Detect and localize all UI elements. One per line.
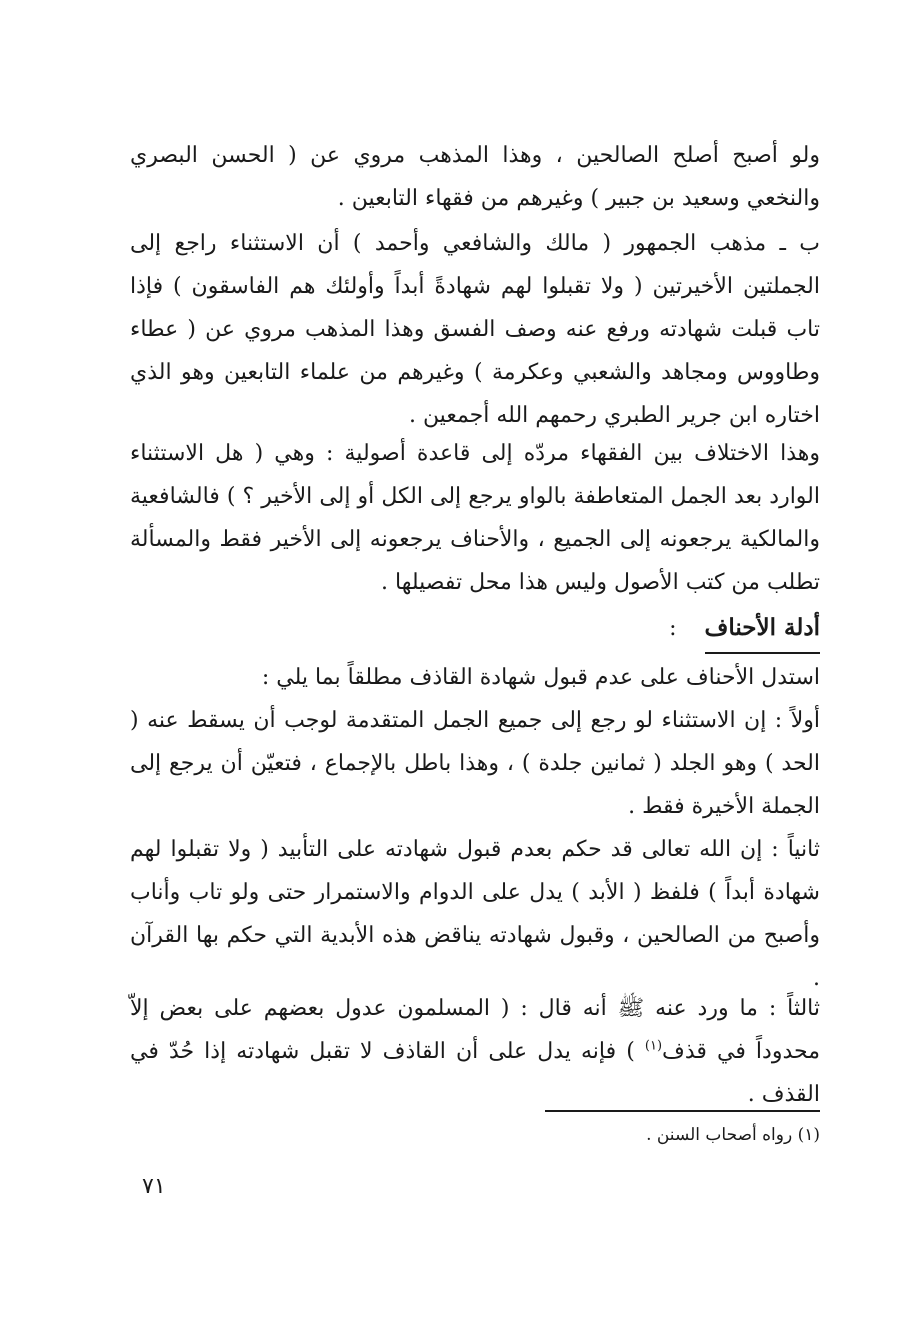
paragraph-basri-opinion xyxy=(130,134,820,220)
section-heading-title: أدلة الأحناف xyxy=(705,606,821,654)
paragraph-text: ولو أصبح أصلح الصالحين ، وهذا المذهب مروي عن ( الحسن البصري والنخعي وسعيد بن جبير ) وغيرهم من فقهاء التابعين . xyxy=(130,143,820,211)
paragraph-first-proof xyxy=(130,699,820,828)
paragraph-second-proof xyxy=(130,828,820,1000)
paragraph-text xyxy=(130,987,820,1116)
paragraph-hanafi-intro xyxy=(130,656,820,699)
paragraph-text: أولاً : إن الاستثناء لو رجع إلى جميع الجمل المتقدمة لوجب أن يسقط عنه ( الحد ) وهو الجلد ( ثمانين جلدة ) ، وهذا باطل بالإجماع ، فتعيّن أن يرجع إلى الجملة الأخيرة فقط . xyxy=(130,708,820,819)
section-heading-colon: : xyxy=(669,616,677,641)
third-proof-text-end: ) فإنه يدل على أن القاذف لا تقبل شهادته إذا حُدّ في القذف . xyxy=(130,1039,820,1107)
section-heading xyxy=(669,606,820,650)
paragraph-text: ثانياً : إن الله تعالى قد حكم بعدم قبول شهادته على التأبيد ( ولا تقبلوا لهم شهادة أبداً ) فلفظ ( الأبد ) يدل على الدوام والاستمرار حتى ولو تاب وأناب وأصبح من الصالحين ، وقبول شهادته يناقض هذه الأبدية التي حكم بها القرآن . xyxy=(130,837,820,991)
paragraph-majority-opinion xyxy=(130,222,820,437)
footnote-divider xyxy=(545,1110,820,1112)
footnote-marker: (١) xyxy=(644,1038,663,1054)
paragraph-usul-principle xyxy=(130,432,820,604)
third-proof-text-start: ثالثاً : ما ورد عنه ﷺ أنه قال : ( المسلمون عدول بعضهم على بعض إلاّ محدوداً في قذف xyxy=(130,996,820,1064)
page-number: ٧١ xyxy=(142,1174,166,1199)
paragraph-third-proof xyxy=(130,987,820,1116)
paragraph-text: ب ـ مذهب الجمهور ( مالك والشافعي وأحمد ) أن الاستثناء راجع إلى الجملتين الأخيرتين ( ولا تقبلوا لهم شهادةً أبداً وأولئك هم الفاسقون ) فإذا تاب قبلت شهادته ورفع عنه وصف الفسق وهذا المذهب مروي عن ( عطاء وطاووس ومجاهد والشعبي وعكرمة ) وغيرهم من علماء التابعين وهو الذي اختاره ابن جرير الطبري رحمهم الله أجمعين . xyxy=(130,231,820,428)
footnote: (١) رواه أصحاب السنن . xyxy=(646,1125,820,1145)
paragraph-text: استدل الأحناف على عدم قبول شهادة القاذف مطلقاً بما يلي : xyxy=(261,665,820,690)
paragraph-text: وهذا الاختلاف بين الفقهاء مردّه إلى قاعدة أصولية : وهي ( هل الاستثناء الوارد بعد الجمل المتعاطفة بالواو يرجع إلى الكل أو إلى الأخير ؟ ) فالشافعية والمالكية يرجعونه إلى الجميع ، والأحناف يرجعونه إلى الأخير فقط والمسألة تطلب من كتب الأصول وليس هذا محل تفصيلها . xyxy=(130,441,820,595)
